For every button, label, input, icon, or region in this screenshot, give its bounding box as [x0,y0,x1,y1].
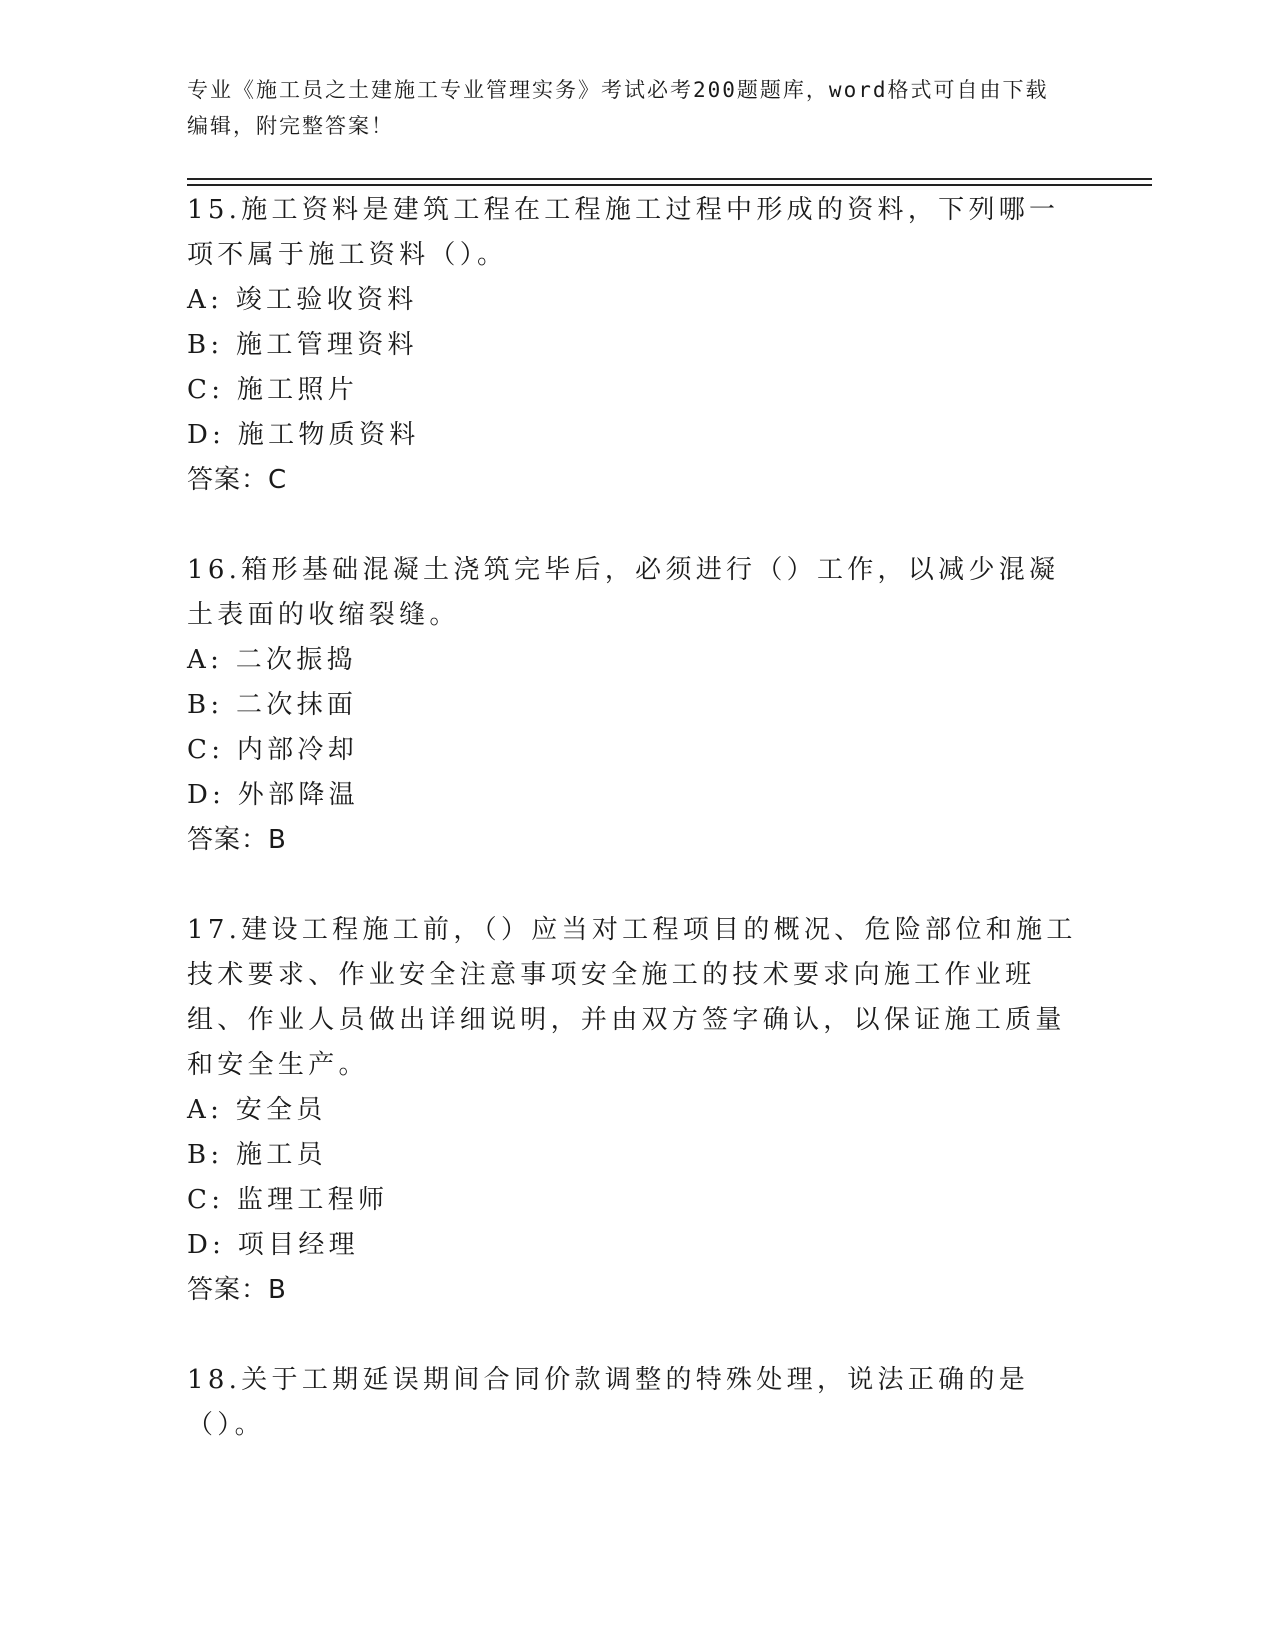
question-stem: 18.关于工期延误期间合同价款调整的特殊处理，说法正确的是（）。 [187,1365,1030,1440]
option-b: B: 施工员 [187,1140,327,1170]
question-16 [187,548,1087,863]
question-17 [187,908,1087,1313]
question-stem: 17.建设工程施工前，（）应当对工程项目的概况、危险部位和施工技术要求、作业安全注意事项安全施工的技术要求向施工作业班组、作业人员做出详细说明，并由双方签字确认，以保证施工质量和安全生产。 [187,915,1077,1080]
option-b: B: 施工管理资料 [187,330,418,360]
answer-key: 答案：C [187,465,288,495]
option-c: C: 施工照片 [187,375,359,405]
option-a: A: 竣工验收资料 [187,285,418,315]
option-d: D: 外部降温 [187,780,359,810]
document-header: 专业《施工员之土建施工专业管理实务》考试必考200题题库，word格式可自由下载编辑，附完整答案！ [187,78,1049,138]
option-b: B: 二次抹面 [187,690,358,720]
option-c: C: 监理工程师 [187,1185,389,1215]
question-stem: 16.箱形基础混凝土浇筑完毕后，必须进行（）工作，以减少混凝土表面的收缩裂缝。 [187,555,1060,630]
question-15 [187,188,1087,503]
header-divider-bottom [187,184,1152,186]
answer-key: 答案：B [187,825,287,855]
option-c: C: 内部冷却 [187,735,359,765]
answer-key: 答案：B [187,1275,287,1305]
question-18 [187,1358,1087,1448]
header-divider-top [187,178,1152,180]
option-d: D: 施工物质资料 [187,420,420,450]
option-d: D: 项目经理 [187,1230,359,1260]
option-a: A: 安全员 [187,1095,327,1125]
question-stem: 15.施工资料是建筑工程在工程施工过程中形成的资料，下列哪一项不属于施工资料（）。 [187,195,1060,270]
question-list [187,188,1087,1493]
option-a: A: 二次振捣 [187,645,357,675]
